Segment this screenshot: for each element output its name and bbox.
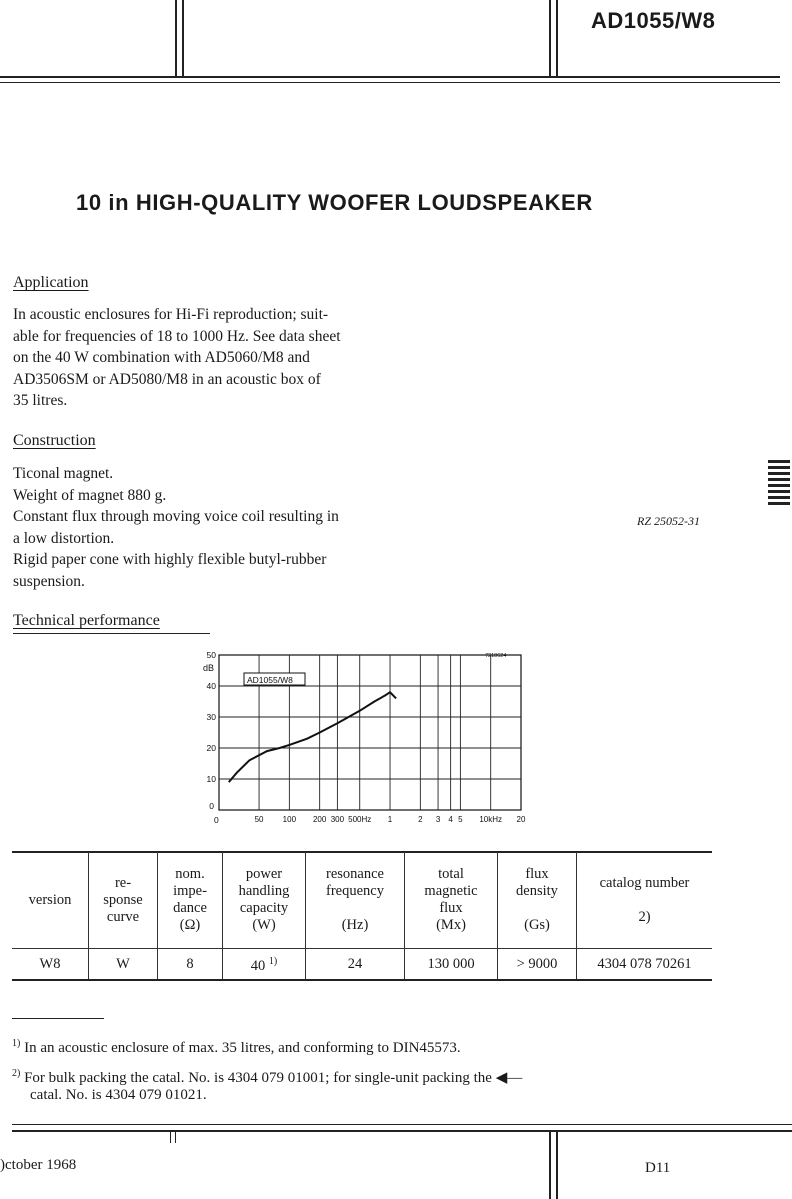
footer-tick-a — [170, 1131, 171, 1143]
cell-power-value: 40 — [250, 957, 266, 974]
construction-line: Weight of magnet 880 g. — [13, 486, 167, 504]
header-rule-left-b — [182, 0, 184, 77]
x-tick-label: 5 — [458, 815, 463, 824]
construction-line: Rigid paper cone with highly flexible butyl-rubber — [13, 551, 327, 568]
footer-tick-b — [175, 1131, 176, 1143]
application-line: 35 litres. — [13, 392, 68, 409]
col-version: version — [28, 891, 72, 908]
x-origin-label: 0 — [214, 815, 219, 825]
header-rule-top — [0, 76, 780, 78]
footer-date: )ctober 1968 — [0, 1157, 77, 1173]
cell-catalog-number: 4304 078 70261 — [577, 949, 713, 980]
construction-text — [13, 463, 339, 592]
footer-rule-top — [12, 1124, 792, 1125]
frequency-response-chart — [195, 648, 535, 828]
footnote-1-mark: 1) — [12, 1038, 21, 1049]
footnote-2-mark: 2) — [12, 1068, 21, 1079]
footer-rule-right-b — [556, 1131, 558, 1199]
application-line: able for frequencies of 18 to 1000 Hz. See data sheet — [13, 327, 341, 345]
col-impedance: nom. impe- dance (Ω) — [158, 852, 223, 949]
cell-version: W8 — [12, 949, 89, 980]
header-rule-right-a — [549, 0, 551, 77]
x-tick-label: 10kHz — [479, 815, 503, 824]
header-rule-bottom — [0, 82, 780, 83]
footnote-rule — [12, 1018, 104, 1019]
specification-table — [12, 852, 712, 979]
y-tick-label: 50 — [206, 650, 216, 660]
cell-response-curve: W — [89, 949, 158, 980]
y-tick-label: 40 — [206, 681, 216, 691]
technical-heading: Technical performance — [13, 612, 160, 629]
footnote-2-continued: catal. No. is 4304 079 01021. — [30, 1087, 207, 1103]
construction-line: Ticonal magnet. — [13, 465, 114, 482]
x-tick-label: 4 — [448, 815, 453, 824]
cell-resonance: 24 — [306, 949, 405, 980]
application-line: on the 40 W combination with AD5060/M8 and — [13, 349, 310, 366]
table-bottom-rule — [12, 979, 712, 981]
header-rule-left-a — [175, 0, 177, 77]
header-rule-right-b — [556, 0, 558, 77]
technical-heading-rule — [13, 633, 210, 634]
side-marker-bars — [768, 460, 790, 505]
table-header-row — [12, 852, 712, 949]
footnote-2-text: For bulk packing the catal. No. is 4304 079 01001; for single-unit packing the — [24, 1070, 492, 1086]
x-tick-label: 3 — [435, 815, 441, 824]
construction-line: a low distortion. — [13, 529, 115, 547]
application-line: AD3506SM or AD5080/M8 in an acoustic box of — [13, 370, 321, 388]
x-tick-label: 500Hz — [348, 815, 372, 824]
construction-line: suspension. — [13, 572, 85, 590]
cell-power-note: 1) — [268, 956, 278, 968]
col-magnetic-flux: total magnetic flux (Mx) — [405, 852, 498, 949]
construction-line: Constant flux through moving voice coil resulting in — [13, 508, 339, 525]
y-tick-label: 0 — [209, 801, 214, 811]
footnote-1 — [12, 1034, 461, 1058]
footer-page: D11 — [645, 1160, 671, 1176]
product-code: AD1055/W8 — [591, 8, 716, 33]
arrow-left-icon: ◀— — [491, 1070, 523, 1086]
x-tick-label: 50 — [254, 815, 264, 824]
x-tick-label: 200 — [312, 815, 327, 824]
x-tick-label: 2 — [418, 815, 423, 824]
application-line: In acoustic enclosures for Hi-Fi reproduction; suit- — [13, 306, 329, 323]
x-tick-label: 20 — [516, 815, 526, 824]
construction-heading: Construction — [13, 432, 96, 449]
footer-rule-right-a — [549, 1131, 551, 1199]
y-axis-unit: dB — [203, 663, 215, 673]
cell-power — [223, 949, 306, 980]
y-tick-label: 30 — [206, 712, 216, 722]
col-power: power handling capacity (W) — [223, 852, 306, 949]
response-curve — [229, 692, 396, 782]
x-tick-label: 300 — [330, 815, 345, 824]
side-reference: RZ 25052-31 — [637, 514, 700, 528]
application-text — [13, 304, 341, 412]
chart-code: 7218624 — [485, 653, 507, 659]
col-response-curve: re- sponse curve — [89, 852, 158, 949]
y-tick-label: 20 — [206, 743, 216, 753]
legend-label: AD1055/W8 — [247, 675, 293, 685]
col-flux-density: flux density (Gs) — [498, 852, 577, 949]
cell-magnetic-flux: 130 000 — [405, 949, 498, 980]
x-tick-label: 100 — [282, 815, 297, 824]
application-heading: Application — [13, 274, 89, 291]
col-catalog-number: catalog number 2) — [577, 852, 713, 949]
x-tick-label: 1 — [387, 815, 393, 824]
footer-rule-bottom — [12, 1130, 792, 1132]
cell-flux-density: > 9000 — [498, 949, 577, 980]
y-tick-label: 10 — [206, 774, 216, 784]
col-resonance: resonance frequency (Hz) — [306, 852, 405, 949]
page-title: 10 in HIGH-QUALITY WOOFER LOUDSPEAKER — [76, 190, 593, 215]
footnote-1-text: In an acoustic enclosure of max. 35 litres, and conforming to DIN45573. — [24, 1040, 461, 1056]
table-row — [12, 949, 712, 980]
cell-impedance: 8 — [158, 949, 223, 980]
